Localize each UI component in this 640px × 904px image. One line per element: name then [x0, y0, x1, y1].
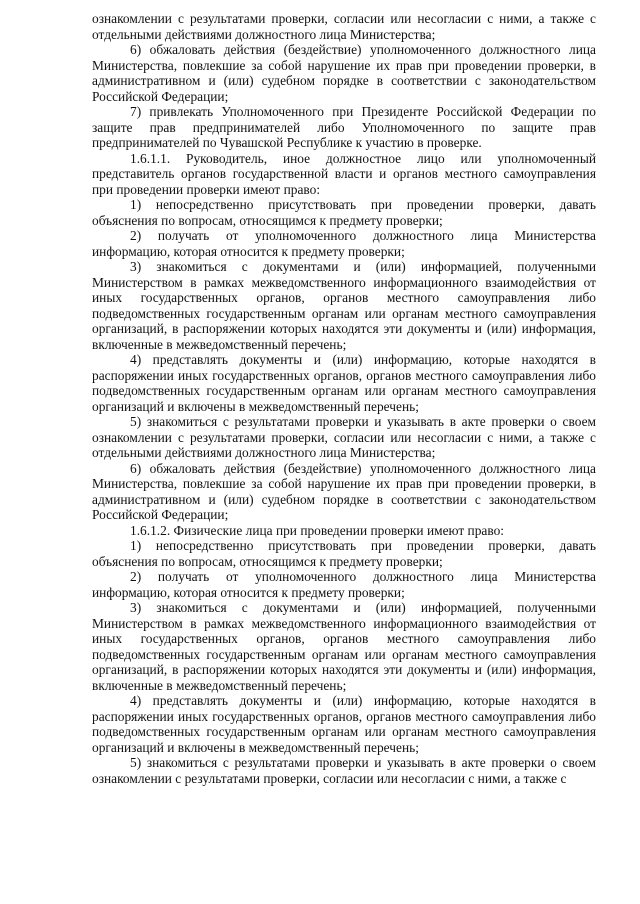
paragraph-4: 1.6.1.1. Руководитель, иное должностное лицо или уполномоченный представитель органов государственной власти и органов местного самоуправления при проведении проверки имеют право: — [92, 150, 596, 197]
paragraph-11: 1.6.1.2. Физические лица при проведении проверки имеют право: — [130, 522, 505, 538]
paragraph-5: 1) непосредственно присутствовать при проведении проверки, давать объяснения по вопросам, относящимся к предмету проверки; — [92, 197, 596, 228]
paragraph-1: ознакомлении с результатами проверки, согласии или несогласии с ними, а также с отдельными действиями должностного лица Министерства; — [92, 11, 596, 42]
paragraph-9: 5) знакомиться с результатами проверки и указывать в акте проверки о своем ознакомлении с результатами проверки, согласии или несогласии с ними, а также с отдельными действиями должностного лица Министерства; — [92, 414, 596, 460]
paragraph-12: 1) непосредственно присутствовать при проведении проверки, давать объяснения по вопросам, относящимся к предмету проверки; — [92, 538, 596, 569]
paragraph-7: 3) знакомиться с документами и (или) информацией, полученными Министерством в рамках межведомственного информационного взаимодействия от иных государственных органов, органов местного самоуправления либо подведомственных государственным органам или органам местного самоуправления организаций, в распоряжении которых находятся эти документы и (или) информация, включенные в межведомственный перечень; — [92, 259, 596, 352]
document-page — [92, 11, 596, 786]
paragraph-14: 3) знакомиться с документами и (или) информацией, полученными Министерством в рамках межведомственного информационного взаимодействия от иных государственных органов, органов местного самоуправления либо подведомственных государственным органам или органам местного самоуправления организаций, в распоряжении которых находятся эти документы и (или) информация, включенные в межведомственный перечень; — [92, 600, 596, 693]
paragraph-13: 2) получать от уполномоченного должностного лица Министерства информацию, которая относится к предмету проверки; — [92, 569, 596, 600]
paragraph-8: 4) представлять документы и (или) информацию, которые находятся в распоряжении иных государственных органов, органов местного самоуправления либо подведомственных государственным органам или органам местного самоуправления организаций и включены в межведомственный перечень; — [92, 352, 596, 414]
paragraph-6: 2) получать от уполномоченного должностного лица Министерства информацию, которая относится к предмету проверки; — [92, 228, 596, 259]
paragraph-15: 4) представлять документы и (или) информацию, которые находятся в распоряжении иных государственных органов, органов местного самоуправления либо подведомственных государственным органам или органам местного самоуправления организаций и включены в межведомственный перечень; — [92, 693, 596, 755]
paragraph-2: 6) обжаловать действия (бездействие) уполномоченного должностного лица Министерства, повлекшие за собой нарушение их прав при проведении проверки, в административном и (или) судебном порядке в соответствии с законодательством Российской Федерации; — [92, 42, 596, 104]
paragraph-16: 5) знакомиться с результатами проверки и указывать в акте проверки о своем ознакомлении с результатами проверки, согласии или несогласии с ними, а также с — [92, 755, 596, 786]
paragraph-3: 7) привлекать Уполномоченного при Президенте Российской Федерации по защите прав предпринимателей либо Уполномоченного по защите прав предпринимателей по Чувашской Республике к участию в проверке. — [92, 104, 596, 150]
paragraph-10: 6) обжаловать действия (бездействие) уполномоченного должностного лица Министерства, повлекшие за собой нарушение их прав при проведении проверки, в административном и (или) судебном порядке в соответствии с законодательством Российской Федерации; — [92, 460, 596, 522]
